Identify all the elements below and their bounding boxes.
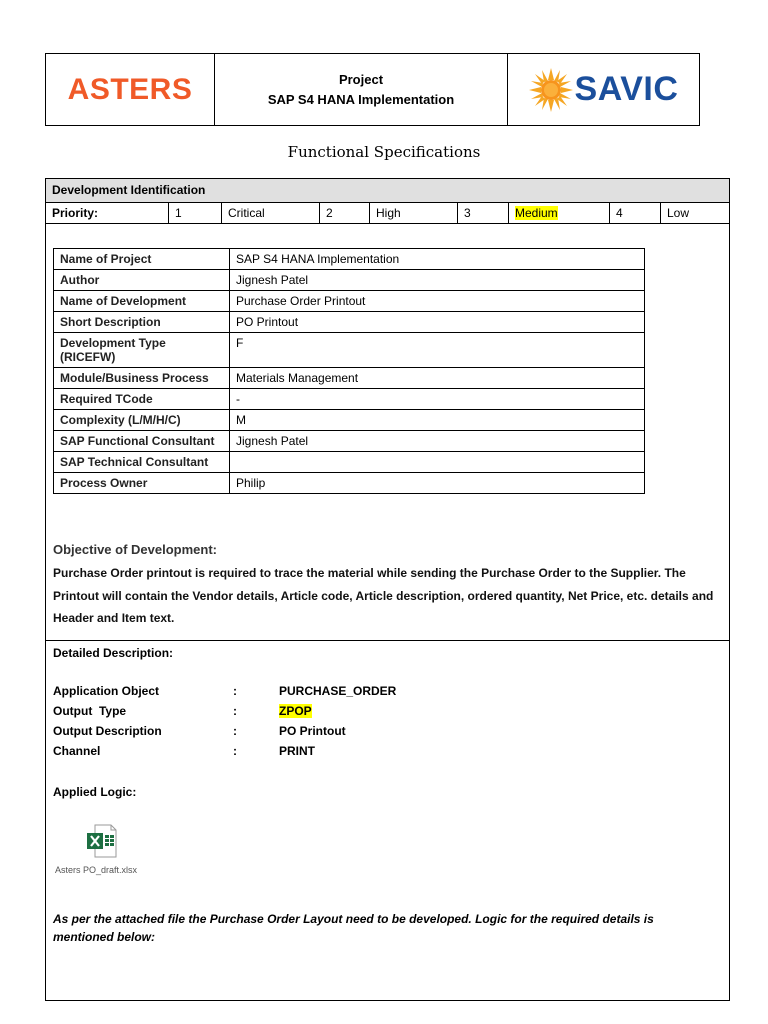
table-row [54, 333, 645, 368]
detail-separator: : [233, 724, 237, 738]
section-divider [46, 640, 729, 641]
development-identification-title: Development Identification [46, 179, 729, 202]
row-value: Jignesh Patel [230, 270, 645, 291]
project-cell [215, 54, 508, 125]
detail-value: PURCHASE_ORDER [279, 684, 397, 698]
row-value: PO Printout [230, 312, 645, 333]
asters-logo: ASTERS [67, 72, 193, 106]
row-label: Process Owner [54, 473, 230, 494]
priority-4-name: Low [660, 203, 729, 223]
table-row [54, 270, 645, 291]
detail-key: Application Object [53, 684, 160, 698]
row-value [230, 452, 645, 473]
detail-value: ZPOP [279, 704, 312, 718]
detail-key: Output Type [53, 704, 127, 718]
priority-2-name: High [369, 203, 457, 223]
row-value: - [230, 389, 645, 410]
detail-separator: : [233, 704, 237, 718]
detail-row [53, 744, 453, 764]
row-label: Short Description [54, 312, 230, 333]
row-label: Name of Development [54, 291, 230, 312]
priority-3-cell [508, 203, 609, 223]
priority-3-name: Medium [515, 206, 558, 220]
priority-2-number: 2 [319, 203, 369, 223]
table-row [54, 389, 645, 410]
detail-key: Channel [53, 744, 101, 758]
detail-separator: : [233, 684, 237, 698]
row-value: Materials Management [230, 368, 645, 389]
detailed-description-title: Detailed Description: [53, 646, 174, 660]
document-title: Functional Specifications [287, 143, 481, 161]
priority-row [46, 202, 729, 224]
priority-4-number: 4 [609, 203, 660, 223]
detail-row [53, 724, 453, 744]
detail-separator: : [233, 744, 237, 758]
row-label: Required TCode [54, 389, 230, 410]
output-details [53, 684, 453, 764]
savic-logo [529, 68, 679, 112]
excel-file-icon [85, 824, 117, 858]
table-row [54, 249, 645, 270]
sun-icon [529, 68, 573, 112]
excel-attachment[interactable] [51, 824, 151, 875]
row-label: SAP Functional Consultant [54, 431, 230, 452]
detail-row [53, 704, 453, 724]
detail-value: PO Printout [279, 724, 346, 738]
priority-3-number: 3 [457, 203, 508, 223]
applied-logic-title: Applied Logic: [53, 785, 137, 799]
table-row [54, 312, 645, 333]
row-label: Name of Project [54, 249, 230, 270]
detail-key: Output Description [53, 724, 162, 738]
detail-value: PRINT [279, 744, 315, 758]
priority-label: Priority: [52, 206, 99, 220]
project-info-table [53, 248, 645, 494]
project-label: Project [338, 71, 384, 87]
row-label: Development Type (RICEFW) [54, 333, 230, 368]
row-label: SAP Technical Consultant [54, 452, 230, 473]
table-row [54, 452, 645, 473]
table-row [54, 368, 645, 389]
row-value: Jignesh Patel [230, 431, 645, 452]
row-value: F [230, 333, 645, 368]
priority-1-name: Critical [221, 203, 319, 223]
document-header [45, 53, 700, 126]
table-row [54, 410, 645, 431]
objective-text: Purchase Order printout is required to trace the material while sending the Purchase Order to the Supplier. The Printout will contain the Vendor details, Article code, Article description, ordered quantity, Net Price, etc. details and Header and Item text. [53, 566, 714, 625]
asters-logo-cell [46, 54, 215, 125]
row-value: M [230, 410, 645, 431]
table-row [54, 291, 645, 312]
savic-logo-cell [508, 54, 699, 125]
row-value: Philip [230, 473, 645, 494]
objective-title: Objective of Development: [53, 542, 217, 557]
row-value: Purchase Order Printout [230, 291, 645, 312]
specification-body [45, 178, 730, 1001]
row-value: SAP S4 HANA Implementation [230, 249, 645, 270]
priority-1-number: 1 [168, 203, 221, 223]
project-name: SAP S4 HANA Implementation [267, 91, 455, 107]
row-label: Complexity (L/M/H/C) [54, 410, 230, 431]
attachment-filename: Asters PO_draft.xlsx [55, 865, 138, 875]
row-label: Author [54, 270, 230, 291]
layout-note: As per the attached file the Purchase Order Layout need to be developed. Logic for the required details is mentioned below: [53, 912, 654, 944]
table-row [54, 473, 645, 494]
table-row [54, 431, 645, 452]
savic-logo-text: SAVIC [574, 70, 679, 108]
row-label: Module/Business Process [54, 368, 230, 389]
detail-row [53, 684, 453, 704]
